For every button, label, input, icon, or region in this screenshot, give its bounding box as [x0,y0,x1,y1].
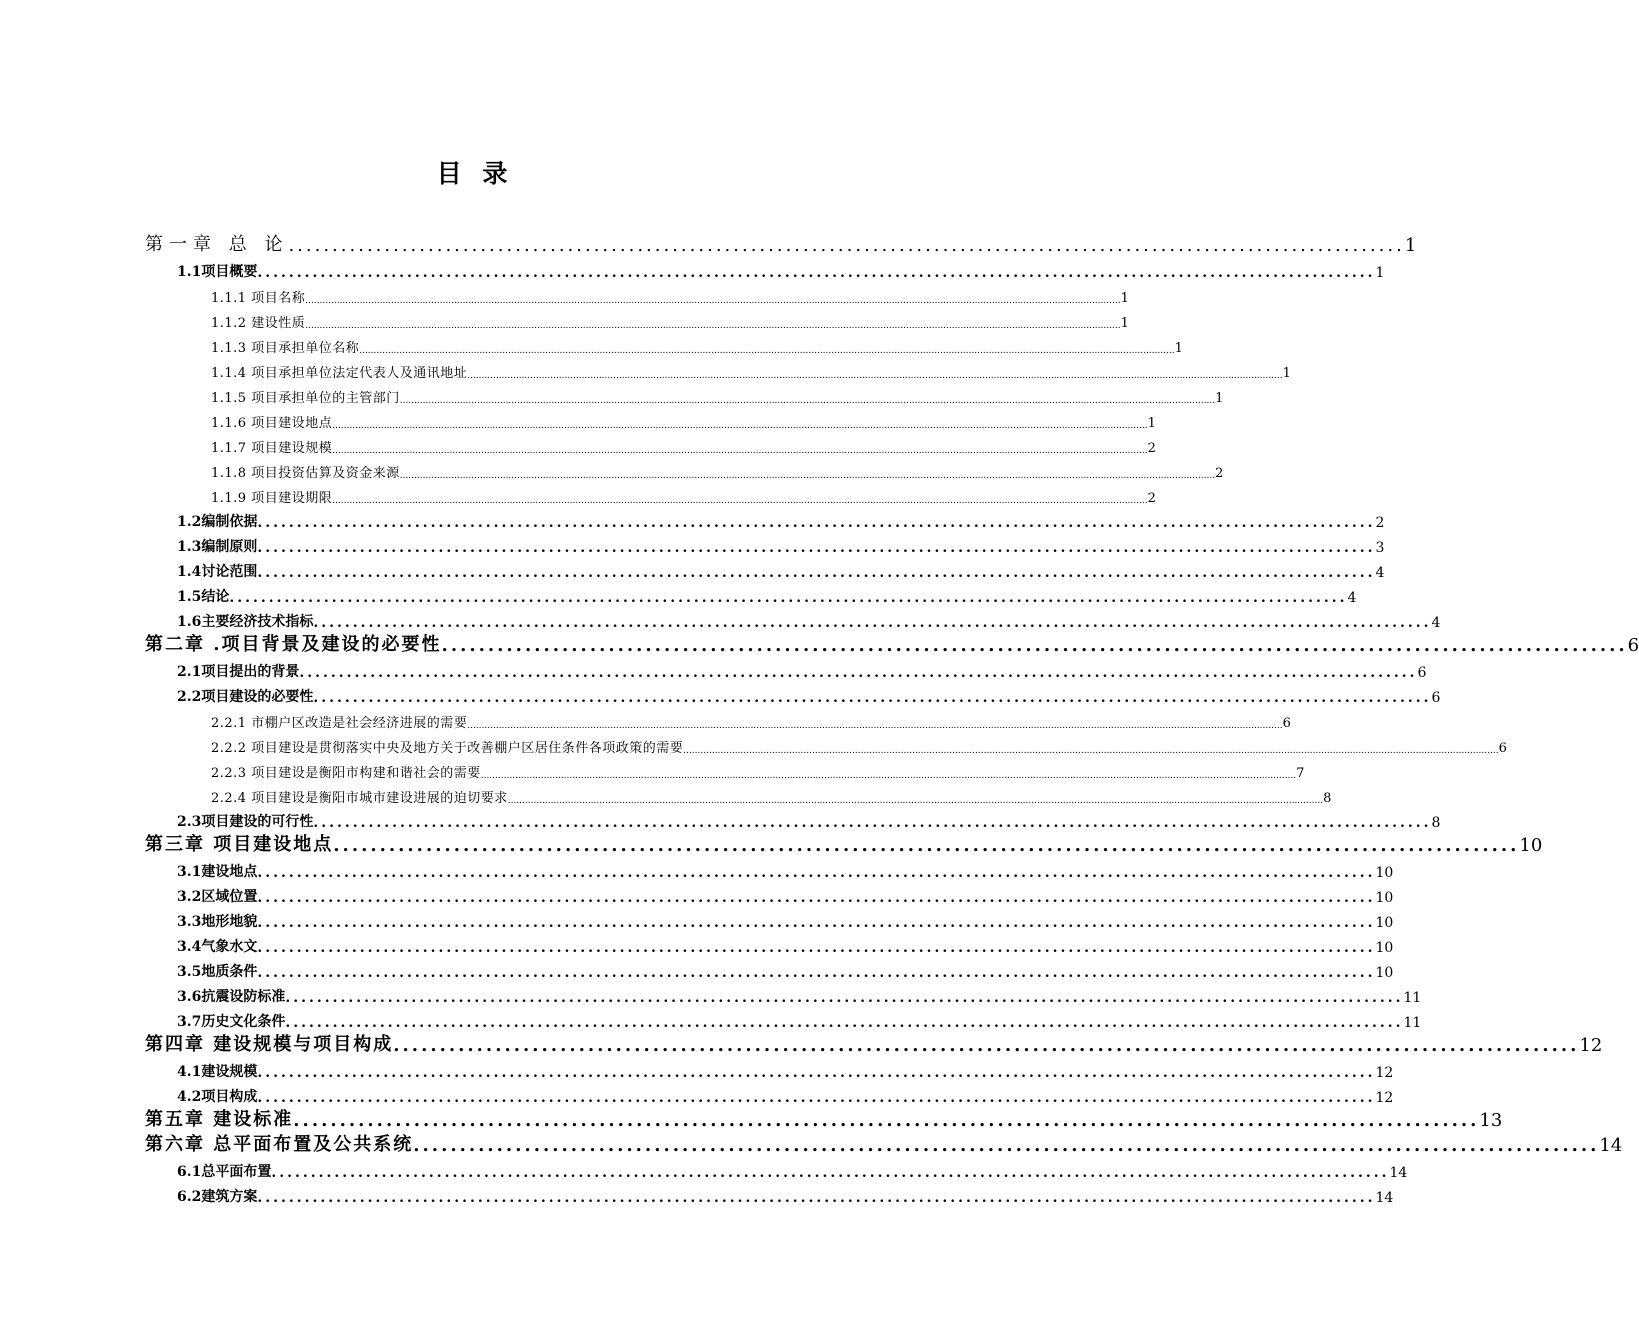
toc-entry-title: 1.4讨论范围 [177,564,258,580]
toc-subsection-entry[interactable] [0,706,1291,731]
toc-title: 目 录 [436,159,514,188]
toc-entry-title: 6.1总平面布置 [177,1164,272,1180]
toc-page-number: 8 [1323,791,1332,806]
toc-section-entry[interactable] [0,856,1394,881]
toc-dot-leader: ................................................................................................................................ [393,1035,1580,1056]
toc-subsection-entry[interactable] [0,456,1224,481]
toc-section-entry[interactable] [0,1006,1422,1031]
toc-page-number: 4 [1347,590,1357,606]
toc-dot-leader: .............................................................................................................................................. [313,690,1432,706]
toc-entry-title: 3.2区域位置 [177,889,258,905]
toc-section-entry[interactable] [0,1056,1394,1081]
toc-chapter-entry[interactable] [0,231,1417,256]
toc-entry-title: 3.5地质条件 [177,964,258,980]
toc-section-entry[interactable] [0,956,1394,981]
toc-page-number: 1 [1404,235,1417,256]
toc-page-number: 14 [1375,1190,1394,1206]
toc-dot-leader: ................................................................................................................................ [293,1110,1480,1131]
toc-page-number: 11 [1403,1015,1422,1031]
toc-section-entry[interactable] [0,531,1385,556]
toc-section-entry[interactable] [0,806,1441,831]
toc-page-number: 6 [1431,690,1441,706]
toc-page-number: 1 [1174,341,1183,356]
toc-page-number: 1 [1120,316,1129,331]
toc-dot-leader: ................................................................................................................................ [441,635,1628,656]
toc-dot-leader: ................................................................................................................................ [288,235,1405,256]
toc-dot-leader: .............................................................................................................................................. [257,1090,1376,1106]
toc-section-entry[interactable] [0,1181,1394,1206]
toc-dot-leader: .............................................................................................................................................. [285,990,1404,1006]
toc-section-entry[interactable] [0,681,1441,706]
toc-dot-leader: .............................................................................................................................................. [257,965,1376,981]
toc-section-entry[interactable] [0,256,1385,281]
toc-page-number: 2 [1215,466,1224,481]
toc-page-number: 10 [1375,965,1394,981]
toc-entry-title: 4.1建设规模 [177,1064,258,1080]
toc-page-number: 10 [1375,890,1394,906]
toc-page-number: 2 [1147,441,1156,456]
toc-dot-leader: ............................................................................................................................................................................................................................................................................................. [507,796,1324,806]
toc-page-number: 1 [1282,366,1291,381]
toc-page-number: 6 [1417,665,1427,681]
toc-subsection-entry[interactable] [0,331,1183,356]
toc-entry-title: 6.2建筑方案 [177,1189,258,1205]
toc-dot-leader: ............................................................................................................................................................................................................................................................................................. [359,346,1175,356]
toc-entry-title: 第三章 项目建设地点 [145,834,334,855]
toc-dot-leader: .............................................................................................................................................. [257,915,1376,931]
toc-page-number: 10 [1375,940,1394,956]
toc-entry-title: 3.1建设地点 [177,864,258,880]
toc-section-entry[interactable] [0,931,1394,956]
toc-entry-title: 1.3编制原则 [177,539,258,555]
toc-page-number: 12 [1375,1090,1394,1106]
table-of-contents [0,231,1639,1206]
toc-entry-title: 1.5结论 [177,589,230,605]
toc-entry-title: 2.2.3 项目建设是衡阳市构建和谐社会的需要 [211,766,481,781]
toc-chapter-entry[interactable] [0,1131,1623,1156]
toc-page-number: 6 [1498,741,1507,756]
toc-subsection-entry[interactable] [0,381,1224,406]
toc-entry-title: 第四章 建设规模与项目构成 [145,1034,394,1055]
toc-chapter-entry[interactable] [0,1031,1603,1056]
toc-dot-leader: .............................................................................................................................................. [257,890,1376,906]
toc-page-number: 13 [1479,1110,1503,1131]
toc-page-number: 2 [1375,515,1385,531]
toc-page-number: 3 [1375,540,1385,556]
toc-dot-leader: ............................................................................................................................................................................................................................................................................................. [480,771,1297,781]
toc-entry-title: 第二章 .项目背景及建设的必要性 [145,634,442,655]
toc-page-number: 1 [1215,391,1224,406]
toc-entry-title: 1.1.6 项目建设地点 [211,416,333,431]
toc-dot-leader: ............................................................................................................................................................................................................................................................................................. [305,296,1121,306]
toc-dot-leader: ............................................................................................................................................................................................................................................................................................. [305,321,1121,331]
toc-subsection-entry[interactable] [0,356,1291,381]
toc-page-number: 12 [1579,1035,1603,1056]
toc-page-number: 10 [1375,865,1394,881]
toc-dot-leader: ............................................................................................................................................................................................................................................................................................. [683,746,1499,756]
toc-subsection-entry[interactable] [0,756,1305,781]
toc-chapter-entry[interactable] [0,1106,1503,1131]
toc-subsection-entry[interactable] [0,781,1332,806]
toc-entry-title: 1.1.9 项目建设期限 [211,491,333,506]
toc-dot-leader: ............................................................................................................................................................................................................................................................................................. [399,396,1216,406]
toc-dot-leader: .............................................................................................................................................. [313,815,1432,831]
toc-page-number: 10 [1375,915,1394,931]
toc-dot-leader: .............................................................................................................................................. [257,1065,1376,1081]
toc-page-number: 1 [1120,291,1129,306]
toc-dot-leader: ................................................................................................................................ [333,835,1520,856]
toc-dot-leader: .............................................................................................................................................. [285,1015,1404,1031]
toc-section-entry[interactable] [0,506,1385,531]
toc-section-entry[interactable] [0,981,1422,1006]
toc-page-number: 2 [1147,491,1156,506]
toc-page-number: 6 [1627,635,1639,656]
toc-entry-title: 2.2.1 市棚户区改造是社会经济进展的需要 [211,716,468,731]
toc-dot-leader: ............................................................................................................................................................................................................................................................................................. [332,446,1148,456]
toc-page-number: 14 [1389,1165,1408,1181]
toc-subsection-entry[interactable] [0,406,1156,431]
toc-dot-leader: ............................................................................................................................................................................................................................................................................................. [332,421,1148,431]
toc-page-number: 4 [1431,615,1441,631]
toc-entry-title: 2.2.4 项目建设是衡阳市城市建设进展的迫切要求 [211,791,508,806]
toc-section-entry[interactable] [0,906,1394,931]
toc-dot-leader: ............................................................................................................................................................................................................................................................................................. [332,496,1148,506]
toc-page-number: 12 [1375,1065,1394,1081]
toc-section-entry[interactable] [0,881,1394,906]
toc-chapter-entry[interactable] [0,631,1639,656]
toc-page-number: 8 [1431,815,1441,831]
toc-page-number: 10 [1519,835,1543,856]
toc-dot-leader: .............................................................................................................................................. [257,540,1376,556]
toc-entry-title: 1.1.2 建设性质 [211,316,306,331]
toc-subsection-entry[interactable] [0,431,1156,456]
toc-entry-title: 2.2项目建设的必要性 [177,689,314,705]
toc-entry-title: 第五章 建设标准 [145,1109,294,1130]
toc-dot-leader: .............................................................................................................................................. [257,565,1376,581]
toc-section-entry[interactable] [0,656,1427,681]
toc-page-number: 7 [1296,766,1305,781]
toc-entry-title: 2.2.2 项目建设是贯彻落实中央及地方关于改善棚户区居住条件各项政策的需要 [211,741,684,756]
toc-page-number: 1 [1147,416,1156,431]
toc-dot-leader: ................................................................................................................................ [413,1135,1600,1156]
toc-entry-title: 4.2项目构成 [177,1089,258,1105]
toc-subsection-entry[interactable] [0,731,1507,756]
toc-dot-leader: .............................................................................................................................................. [313,615,1432,631]
toc-dot-leader: .............................................................................................................................................. [257,265,1376,281]
toc-entry-title: 2.3项目建设的可行性 [177,814,314,830]
toc-dot-leader: .............................................................................................................................................. [257,940,1376,956]
toc-section-entry[interactable] [0,556,1385,581]
toc-entry-title: 3.4气象水文 [177,939,258,955]
toc-dot-leader: ............................................................................................................................................................................................................................................................................................. [399,471,1216,481]
toc-entry-title: 3.3地形地貌 [177,914,258,930]
toc-chapter-entry[interactable] [0,831,1543,856]
toc-entry-title: 1.2编制依据 [177,514,258,530]
toc-entry-title: 1.6主要经济技术指标 [177,614,314,630]
toc-entry-title: 3.7历史文化条件 [177,1014,286,1030]
toc-page-number: 11 [1403,990,1422,1006]
toc-dot-leader: .............................................................................................................................................. [229,590,1348,606]
toc-dot-leader: .............................................................................................................................................. [271,1165,1390,1181]
toc-dot-leader: .............................................................................................................................................. [299,665,1418,681]
toc-page-number: 1 [1375,265,1385,281]
toc-entry-title: 1.1.5 项目承担单位的主管部门 [211,391,400,406]
toc-dot-leader: ............................................................................................................................................................................................................................................................................................. [467,371,1283,381]
toc-dot-leader: .............................................................................................................................................. [257,515,1376,531]
toc-page-number: 4 [1375,565,1385,581]
toc-entry-title: 第一章 总 论 [145,234,289,255]
toc-subsection-entry[interactable] [0,481,1156,506]
toc-section-entry[interactable] [0,581,1357,606]
toc-subsection-entry[interactable] [0,281,1129,306]
toc-entry-title: 1.1.7 项目建设规模 [211,441,333,456]
toc-entry-title: 1.1.4 项目承担单位法定代表人及通讯地址 [211,366,468,381]
toc-entry-title: 1.1.1 项目名称 [211,291,306,306]
toc-section-entry[interactable] [0,1156,1408,1181]
toc-dot-leader: .............................................................................................................................................. [257,865,1376,881]
toc-entry-title: 2.1项目提出的背景 [177,664,300,680]
toc-entry-title: 1.1.8 项目投资估算及资金来源 [211,466,400,481]
toc-page-number: 6 [1282,716,1291,731]
toc-dot-leader: ............................................................................................................................................................................................................................................................................................. [467,721,1283,731]
toc-section-entry[interactable] [0,1081,1394,1106]
toc-entry-title: 3.6抗震设防标准 [177,989,286,1005]
toc-section-entry[interactable] [0,606,1441,631]
toc-page-number: 14 [1599,1135,1623,1156]
toc-subsection-entry[interactable] [0,306,1129,331]
toc-dot-leader: .............................................................................................................................................. [257,1190,1376,1206]
toc-entry-title: 第六章 总平面布置及公共系统 [145,1134,414,1155]
toc-entry-title: 1.1.3 项目承担单位名称 [211,341,360,356]
toc-entry-title: 1.1项目概要 [177,264,258,280]
